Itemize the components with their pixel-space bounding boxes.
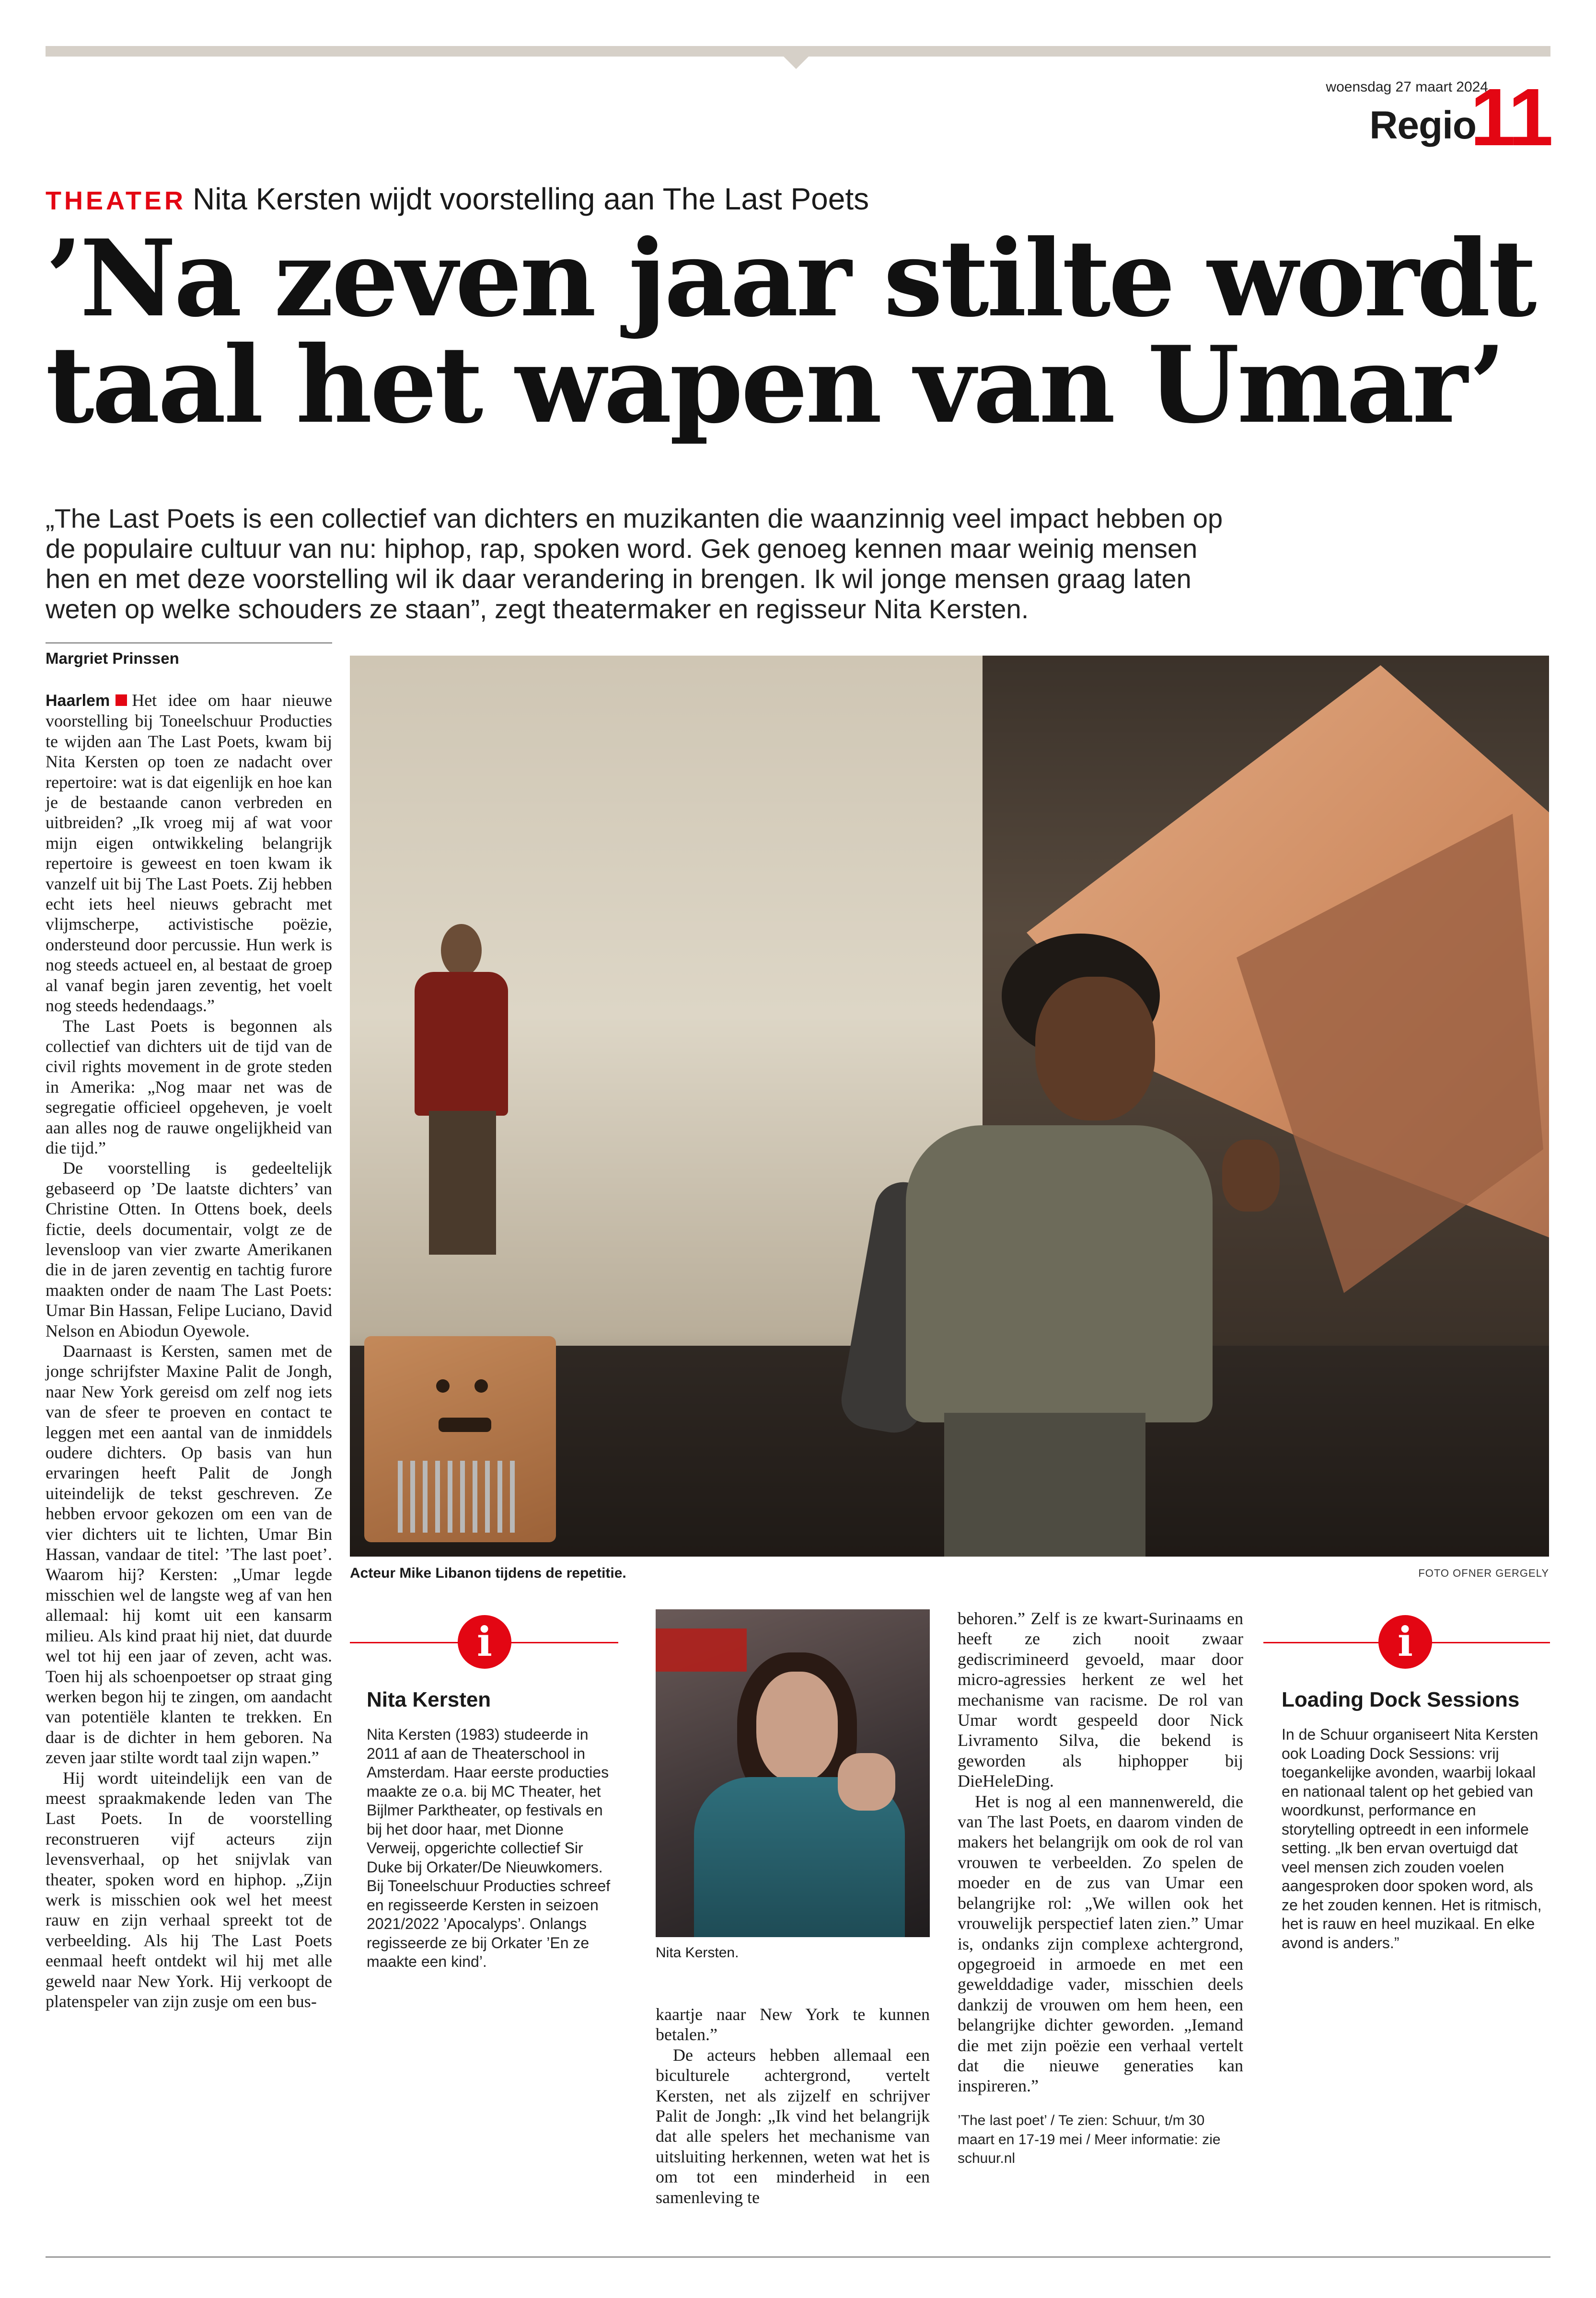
- main-photo: [350, 656, 1549, 1557]
- background-actor: [407, 924, 513, 1269]
- body-paragraph: De voorstelling is gedeeltelijk gebaseerd op ’De laatste dichters’ van Christine Otten. In Ottens boek, deels fictie, deels documentair, volgt ze de levensloop van vier zwarte Amerikanen die in de jaren zeventig en tachtig furore maakten onder de naam The Last Poets: Umar Bin Hassan, Felipe Luciano, David Nelson en Abiodun Oyewole.: [46, 1158, 332, 1340]
- body-paragraph: Haarlem Het idee om haar nieuwe voorstelling bij Toneelschuur Producties te wijden aan The Last Poets, kwam bij Nita Kersten op toen ze nadacht over repertoire: wat is dat eigenlijk en hoe kan je de bestaande canon verbreden en uitbreiden? „Ik vroeg mij af wat voor mijn eigen ontwikkeling belangrijk repertoire is geweest en toen kwam ik vanzelf uit bij The Last Poets. Zij hebben echt iets heel nieuws gebracht met vlijmscherpe, activistische poëzie, ondersteund door percussie. Hun werk is nog steeds actueel en, al bestaat de groep al vanaf begin jaren zeventig, het voelt nog steeds hedendaags.”: [46, 691, 332, 1016]
- top-rule: [46, 46, 1550, 57]
- body-paragraph: Hij wordt uiteindelijk een van de meest spraakmakende leden van The Last Poets. In de voorstelling reconstrueren vijf acteurs zijn levensverhaal, op het snijvlak van theater, spoken word en hiphop. „Zijn werk is misschien ook wel het meest rauw en zijn verhaal spreekt tot de verbeelding. Als hij The Last Poets eenmaal heeft ontdekt wil hij met alle geweld naar New York. Hij verkoopt de platenspeler van zijn zusje om een bus-: [46, 1768, 332, 2011]
- kicker-tag: THEATER: [46, 186, 186, 215]
- issue-date: woensdag 27 maart 2024: [1326, 79, 1488, 95]
- headline-line-2: taal het wapen van Umar’: [46, 323, 1503, 447]
- headline: [46, 216, 1555, 447]
- byline: Margriet Prinssen: [46, 649, 179, 667]
- dateline: Haarlem: [46, 692, 110, 710]
- byline-rule: [46, 642, 332, 644]
- headline-line-1: ’Na zeven jaar stilte wordt: [46, 216, 1535, 340]
- body-column-3: [656, 2004, 930, 2207]
- body-paragraph: Daarnaast is Kersten, samen met de jonge schrijfster Maxine Palit de Jongh, naar New York gereisd om zelf nog iets van de sfeer te proeven en contact te leggen met een aantal van de inmiddels oudere dichters. Op basis van hun ervaringen heeft Palit de Jongh uiteindelijk de tekst geschreven. Ze hebben ervoor gekozen om een van de vier dichters uit te lichten, Umar Bin Hassan, vandaar de titel: ’The last poet’. Waarom hij? Kersten: „Umar legde misschien wel de langste weg af van hen allemaal: hij komt uit een kansarm milieu. Als kind praat hij niet, dat duurde wel tot hij een jaar of zeven, acht was. Toen hij als schoenpoetser op straat ging werken begon hij te zingen, om aandacht van potentiële klanten te trekken. En daar is de dichter in hem geboren. Na zeven jaar stilte wordt taal zijn wapen.”: [46, 1341, 332, 1767]
- body-paragraph: behoren.” Zelf is ze kwart-Surinaams en heeft ze zich nooit zwaar gediscrimineerd gevoeld, maar door micro-agressies herkent ze wel het mechanisme van racisme. De rol van Umar wordt gespeeld door Nick Livramento Silva, die bekend is geworden als hiphopper bij DieHeleDing.: [958, 1609, 1243, 1791]
- show-info-footnote: ’The last poet’ / Te zien: Schuur, t/m 30 maart en 17-19 mei / Meer informatie: zie schuur.nl: [958, 2113, 1221, 2166]
- info-box-text: In de Schuur organiseert Nita Kersten ook Loading Dock Sessions: vrij toegankelijke avonden, waarbij lokaal en nationaal talent op het gebied van woordkunst, performance en storytelling optreedt in een informele setting. „Ik ben ervan overtuigd dat veel mensen zich zouden voelen aangesproken door spoken word, als ze het zouden kennen. Het is ritmisch, het is rauw en heel muzikaal. En elke avond is anders.”: [1282, 1726, 1542, 1952]
- portrait-photo: [656, 1609, 930, 1937]
- kalimba-instrument: [364, 1336, 556, 1542]
- body-paragraph: kaartje naar New York te kunnen betalen.”: [656, 2005, 930, 2044]
- intro-paragraph: „The Last Poets is een collectief van dichters en muzikanten die waanzinnig veel impact hebben op de populaire cultuur van nu: hiphop, rap, spoken word. Gek genoeg kennen maar weinig mensen hen en met deze voorstelling wil ik daar verandering in brengen. Ik wil jonge mensen graag laten weten op welke schouders ze staan”, zegt theatermaker en regisseur Nita Kersten.: [46, 503, 1223, 624]
- portrait-caption: Nita Kersten.: [656, 1945, 739, 1961]
- body-paragraph: Het is nog al een mannenwereld, die van The last Poets, en daarom vinden de makers het belangrijk om ook de rol van vrouwen te verbeelden. Zo spelen de moeder en de zus van Umar een belangrijke rol: „We willen ook het vrouwelijk perspectief laten zien.” Umar is, ondanks zijn complexe achtergrond, opgegroeid in armoede en met een gewelddadige vader, misschien deels dankzij de vrouwen om hem heen, een belangrijke dichter geworden. „Iemand die met zijn poëzie een verhaal vertelt dat die nieuwe generaties kan inspireren.”: [958, 1791, 1243, 2096]
- photo-credit: FOTO OFNER GERGELY: [1418, 1567, 1549, 1579]
- info-icon: i: [1378, 1615, 1432, 1669]
- bottom-rule: [46, 2256, 1550, 2258]
- info-icon: i: [458, 1615, 511, 1669]
- info-box-text: Nita Kersten (1983) studeerde in 2011 af aan de Theaterschool in Amsterdam. Haar eerste producties maakte ze o.a. bij MC Theater, het Bijlmer Parktheater, op festivals en bij het door haar, met Dionne Verweij, opgerichte collectief Sir Duke bij Orkater/De Nieuwkomers. Bij Toneelschuur Producties schreef en regisseerde Kersten in seizoen 2021/2022 ’Apocalyps’. Onlangs regisseerde ze bij Orkater ’En ze maakte een kind’.: [367, 1726, 611, 1970]
- photo-caption: Acteur Mike Libanon tijdens de repetitie.: [350, 1565, 626, 1581]
- body-paragraph: The Last Poets is begonnen als collectief van dichters uit de tijd van de civil rights movement in de grote steden in Amerika: „Nog maar net was de segregatie officieel opgeheven, je voelt aan alles nog de rauwe ongelijkheid van die tijd.”: [46, 1016, 332, 1157]
- red-square-icon: [116, 694, 127, 706]
- body-column-1: [46, 690, 332, 2011]
- kicker: [46, 181, 869, 217]
- info-box-title: Nita Kersten: [367, 1688, 491, 1711]
- foreground-actor: [848, 934, 1280, 1557]
- page-number: 11: [1470, 72, 1550, 163]
- section-name: Regio: [1369, 104, 1476, 147]
- top-rule-notch: [784, 57, 809, 69]
- body-column-4: [958, 1608, 1243, 2096]
- info-box-title: Loading Dock Sessions: [1282, 1688, 1520, 1711]
- body-paragraph: De acteurs hebben allemaal een biculturele achtergrond, vertelt Kersten, net als zijzelf en schrijver Palit de Jongh: „Ik vind het belangrijk dat alle spelers het mechanisme van uitsluiting herkennen, weten wat het is om tot een minderheid in een samenleving te: [656, 2045, 930, 2207]
- kicker-subtitle: Nita Kersten wijdt voorstelling aan The Last Poets: [193, 182, 869, 216]
